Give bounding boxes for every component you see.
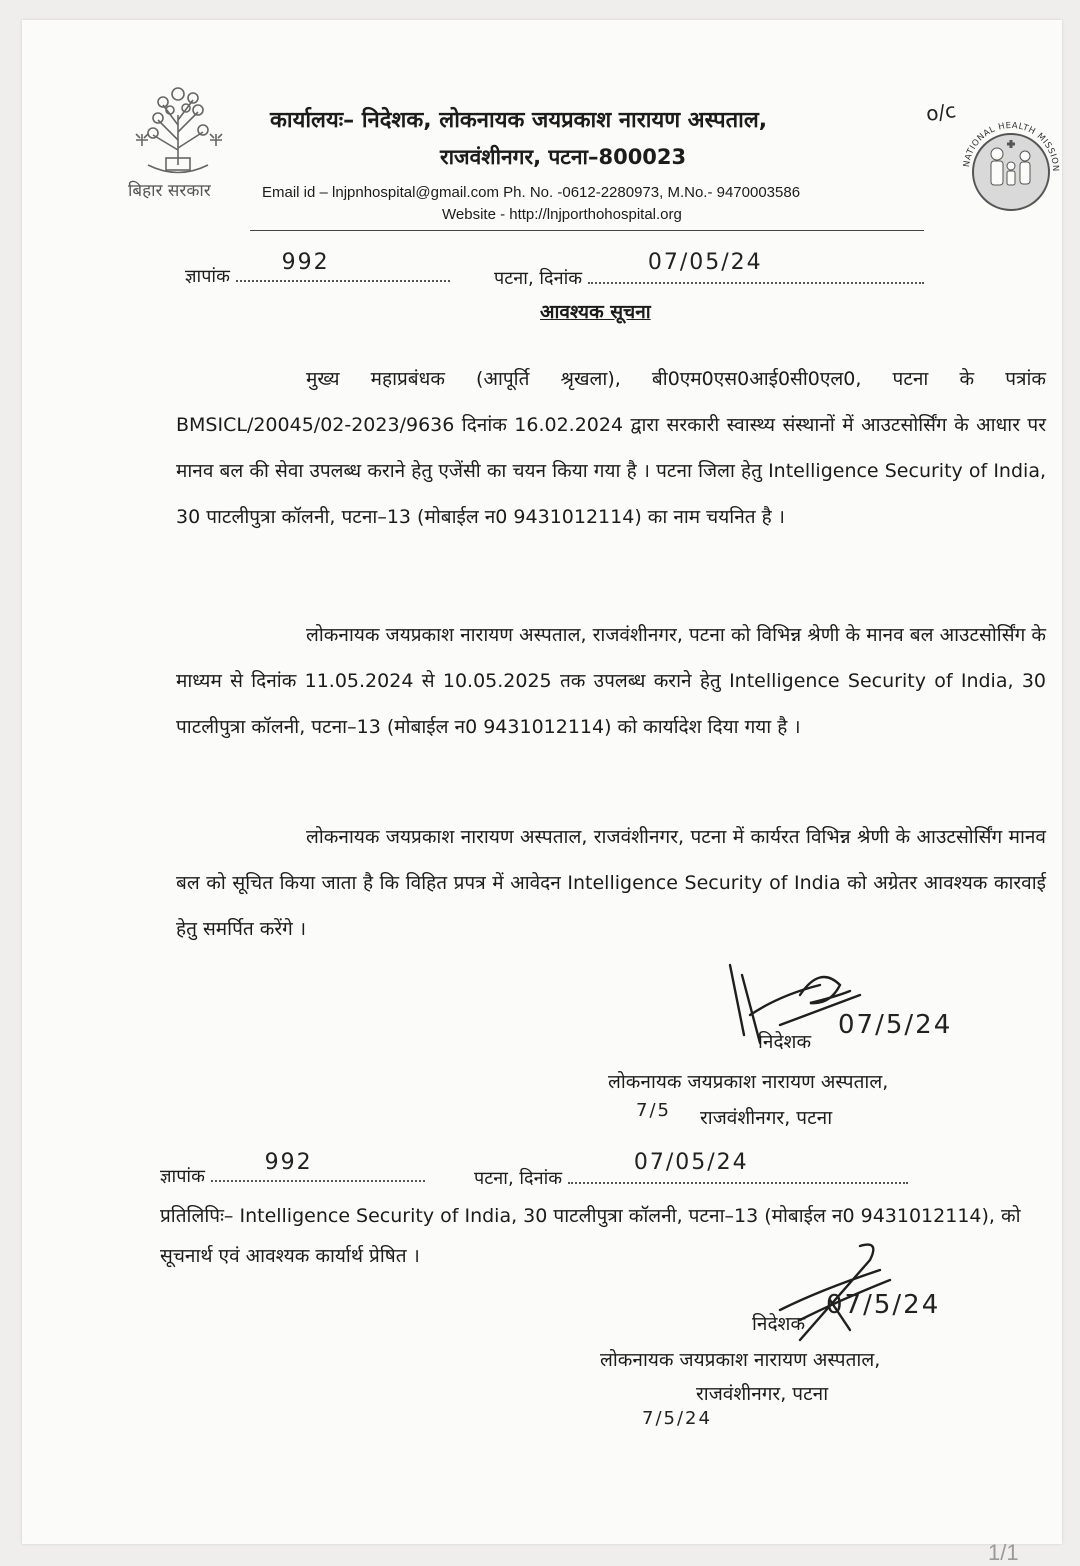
memo-date: 07/05/24 — [647, 250, 763, 275]
page-indicator: 1/1 — [988, 1540, 1019, 1565]
address-line: राजवंशीनगर, पटना–800023 — [440, 145, 687, 169]
memo-label-2: ज्ञापांक — [160, 1166, 205, 1187]
notice-title: आवश्यक सूचना — [540, 301, 651, 323]
memo-number-2: 992 — [264, 1150, 313, 1175]
signature-1-date: 07/5/24 — [838, 1010, 953, 1040]
date-field-2 — [568, 1150, 908, 1184]
signature-2-date: 07/5/24 — [826, 1290, 941, 1320]
national-health-mission-logo — [955, 98, 1067, 228]
signature-2-designation: निदेशक — [752, 1313, 806, 1335]
svg-text:NATIONAL HEALTH MISSION: NATIONAL HEALTH MISSION — [962, 120, 1061, 173]
memo-number: 992 — [281, 250, 330, 275]
signature-1-initial: 7/5 — [636, 1100, 671, 1121]
memo-number-field-2 — [211, 1150, 425, 1182]
memo-date-2: 07/05/24 — [633, 1150, 749, 1175]
date-row-2 — [474, 1150, 908, 1190]
signature-2-org: लोकनायक जयप्रकाश नारायण अस्पताल, — [600, 1349, 881, 1371]
place-date-label: पटना, दिनांक — [494, 268, 583, 289]
place-date-label-2: पटना, दिनांक — [474, 1168, 563, 1189]
date-field — [588, 250, 924, 284]
signature-2-initial: 7/5/24 — [642, 1408, 712, 1429]
header-rule — [250, 230, 924, 231]
handwritten-oic-note: o/c — [924, 98, 958, 126]
date-row-1 — [494, 250, 924, 290]
copy-to-text: Intelligence Security of India, 30 पाटलीपुत्रा कॉलनी, पटना–13 (मोबाईल न0 9431012114), को सूचनार्थ एवं आवश्यक कार्यार्थ प्रेषित । — [160, 1205, 1021, 1267]
contact-line: Email id – lnjpnhospital@gmail.com Ph. No. -0612-2280973, M.No.- 9470003586 — [262, 184, 801, 201]
paragraph-2: लोकनायक जयप्रकाश नारायण अस्पताल, राजवंशीनगर, पटना को विभिन्न श्रेणी के मानव बल आउटसोर्सिंग के माध्यम से दिनांक 11.05.2024 से 10.05.2025 तक उपलब्ध कराने हेतु Intelligence Security of India, 30 पाटलीपुत्रा कॉलनी, पटना–13 (मोबाईल न0 9431012114) को कार्यादेश दिया गया है । — [176, 624, 1046, 738]
signature-1-org: लोकनायक जयप्रकाश नारायण अस्पताल, — [608, 1071, 889, 1093]
copy-to-label: प्रतिलिपिः– — [160, 1205, 234, 1227]
reference-row-1 — [185, 250, 450, 288]
signature-1-place: राजवंशीनगर, पटना — [700, 1107, 833, 1129]
paragraph-1: मुख्य महाप्रबंधक (आपूर्ति श्रृखला), बी0एम0एस0आई0सी0एल0, पटना के पत्रांक BMSICL/20045/02-2023/9636 दिनांक 16.02.2024 द्वारा सरकारी स्वास्थ्य संस्थानों में आउटसोर्सिंग के आधार पर मानव बल की सेवा उपलब्ध कराने हेतु एजेंसी का चयन किया गया है । पटना जिला हेतु Intelligence Security of India, 30 पाटलीपुत्रा कॉलनी, पटना–13 (मोबाईल न0 9431012114) का नाम चयनित है । — [176, 368, 1046, 528]
memo-label: ज्ञापांक — [185, 266, 230, 287]
paragraph-3: लोकनायक जयप्रकाश नारायण अस्पताल, राजवंशीनगर, पटना में कार्यरत विभिन्न श्रेणी के आउटसोर्सिंग मानव बल को सूचित किया जाता है कि विहित प्रपत्र में आवेदन Intelligence Security of India को अग्रेतर आवश्यक कारवाई हेतु समर्पित करेंगे । — [176, 826, 1046, 940]
website-line: Website - http://lnjporthohospital.org — [442, 206, 682, 223]
reference-row-2 — [160, 1150, 425, 1188]
memo-number-field — [236, 250, 450, 282]
director-signature-1 — [720, 955, 953, 1055]
gov-caption: बिहार सरकार — [128, 181, 211, 201]
office-line: कार्यालयः– निदेशक, लोकनायक जयप्रकाश नारायण अस्पताल, — [270, 108, 768, 133]
signature-2-place: राजवंशीनगर, पटना — [696, 1383, 829, 1405]
signature-1-designation: निदेशक — [758, 1031, 812, 1053]
